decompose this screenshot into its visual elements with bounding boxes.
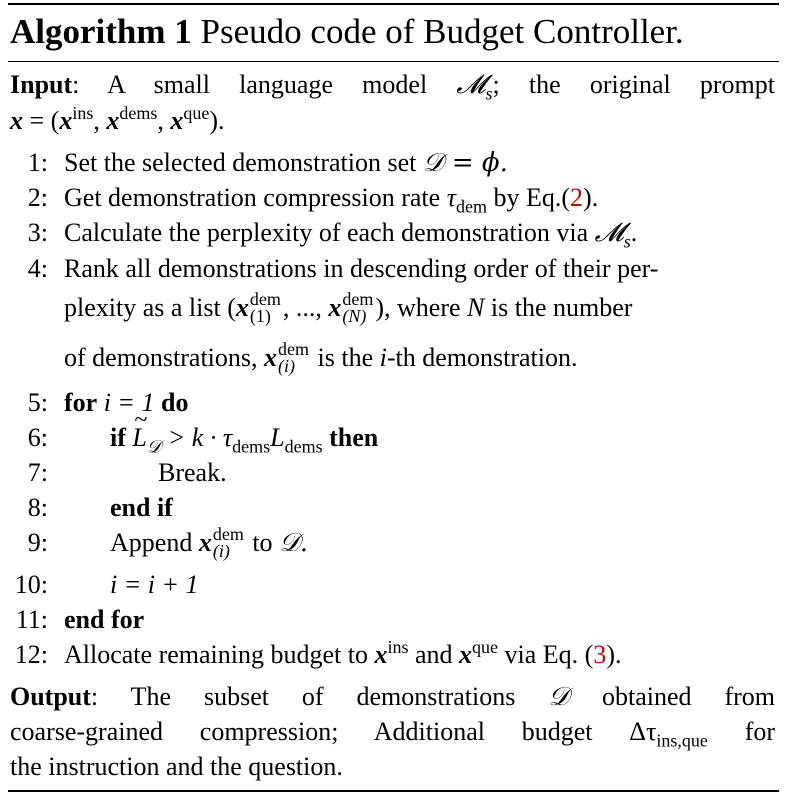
output-line-2: coarse-grained compression; Additional budget $\Delta\tau_{ins,que}$ for	[10, 717, 776, 751]
step-number: 4:	[27, 254, 48, 283]
step-12: Allocate remaining budget to $x^{ins}$ and $x^{que}$ via Eq. (3).	[64, 637, 622, 669]
step-number: 6:	[27, 423, 48, 452]
algorithm-caption: Pseudo code of Budget Controller.	[200, 12, 684, 51]
equation-link[interactable]: 2	[570, 183, 584, 212]
step-10: i = i + 1	[110, 570, 199, 599]
step-number: 1:	[27, 148, 48, 177]
step-number: 10:	[14, 570, 48, 599]
step-4-line-2: plexity as a list (x dem (1) , ..., x dem (N) ), where N is the number	[64, 289, 633, 327]
step-number: 2:	[27, 183, 48, 212]
step-9: Append x dem (i) to 𝒟.	[110, 524, 309, 562]
step-number: 8:	[27, 493, 48, 522]
step-2: Get demonstration compression rate $\tau_{dem}$ by Eq.(2).	[64, 183, 599, 217]
step-number: 7:	[27, 458, 48, 487]
step-4-line-1: Rank all demonstrations in descending order of their per-	[64, 254, 659, 283]
bottom-rule	[8, 790, 779, 792]
input-label: Input	[10, 70, 73, 99]
output-line-3: the instruction and the question.	[10, 752, 343, 781]
top-rule	[8, 3, 779, 5]
step-5: for i = 1 do	[64, 388, 189, 417]
input-line-1: Input: A small language model 𝓜$_s$; the original prompt	[10, 70, 776, 104]
step-6: if ~ $L_𝒟 > k \cdot \tau_{dems}L_{dems}$ then	[110, 423, 378, 453]
step-3: Calculate the perplexity of each demonstration via 𝓜$_s$.	[64, 218, 638, 252]
step-8: end if	[110, 493, 173, 522]
step-number: 3:	[27, 218, 48, 247]
equation-link[interactable]: 3	[593, 640, 607, 669]
step-1: Set the selected demonstration set 𝒟 = ϕ.	[64, 148, 508, 178]
step-number: 11:	[15, 605, 48, 634]
step-number: 9:	[27, 528, 48, 557]
title-rule	[8, 61, 779, 62]
step-number: 5:	[27, 388, 48, 417]
step-number: 12:	[14, 640, 48, 669]
step-11: end for	[64, 605, 145, 634]
step-7: Break.	[158, 458, 227, 487]
output-label: Output	[10, 682, 91, 711]
algorithm-label: Algorithm 1	[10, 12, 192, 51]
output-line-1: Output: The subset of demonstrations 𝒟 obtained from	[10, 682, 776, 712]
input-line-2: $x = (x^{ins}$, $x^{dems}$, $x^{que}$).	[10, 103, 225, 135]
algorithm-title	[10, 12, 684, 52]
step-4-line-3: of demonstrations, x dem (i) is the i-th demonstration.	[64, 339, 578, 377]
